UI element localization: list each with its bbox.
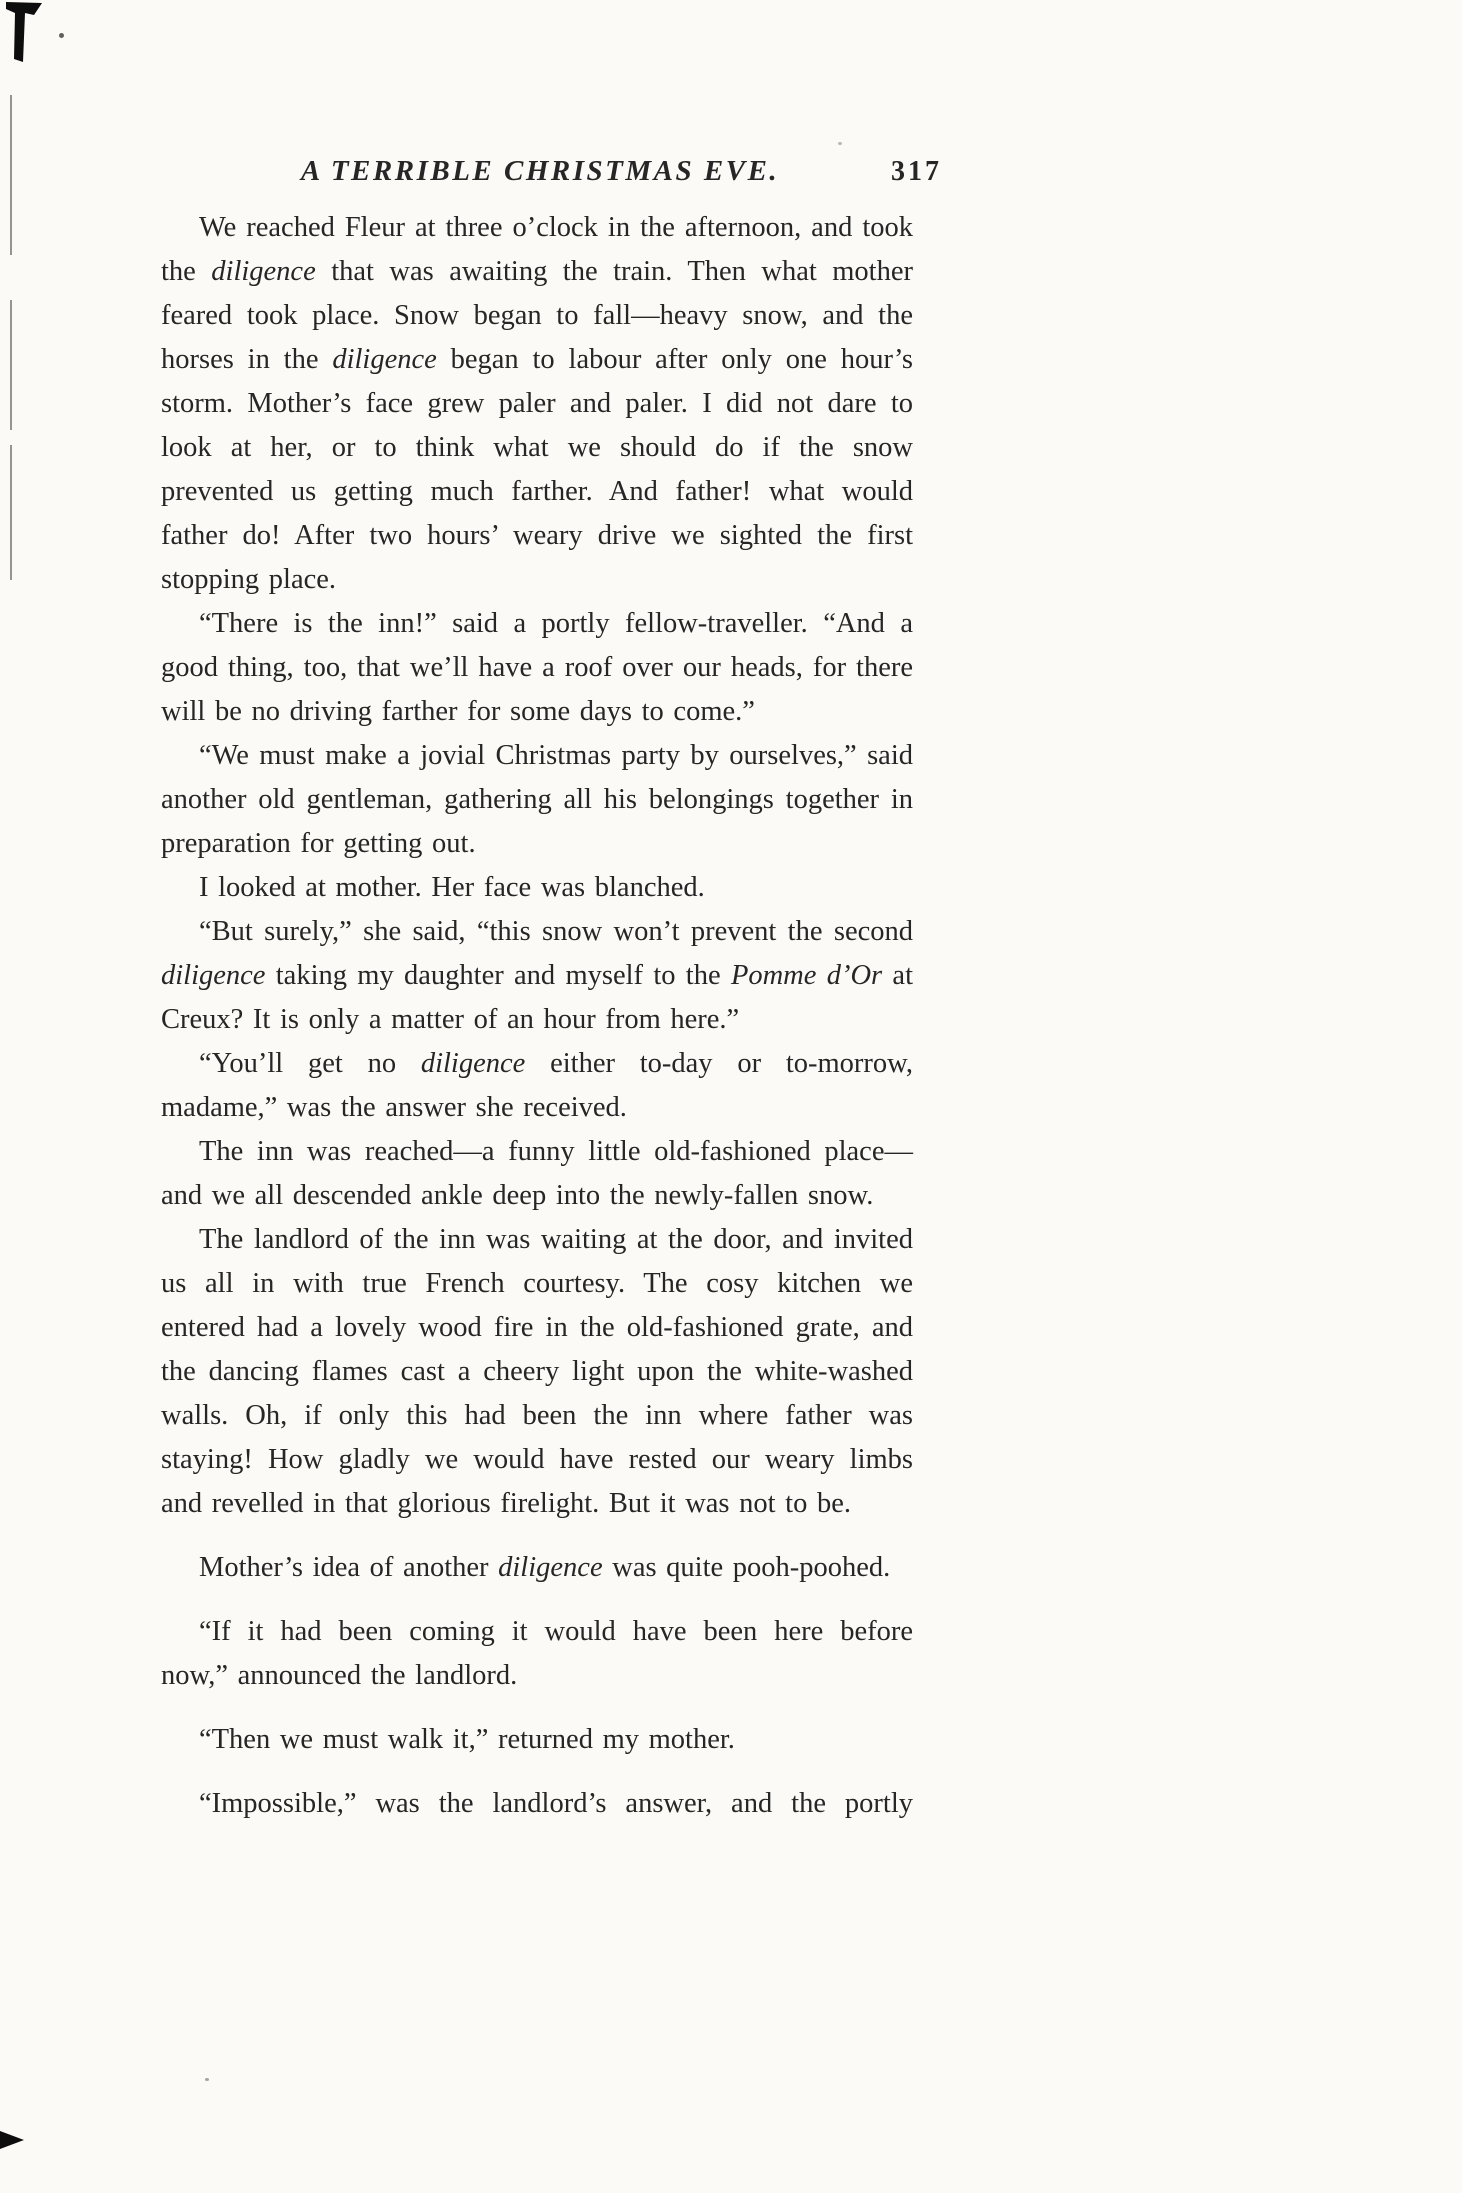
italic-text-run: diligence [161,960,266,991]
text-run: was quite pooh-poohed. [602,1552,891,1583]
paragraph [161,1782,913,1826]
text-run: “But surely,” she said, “this snow won’t prevent the second [199,916,913,947]
paragraph [161,206,913,602]
italic-text-run: diligence [211,256,316,287]
text-run: “You’ll get no [199,1048,421,1079]
paragraph [161,866,913,910]
italic-text-run: Pomme d’Or [730,960,883,991]
paragraph [161,602,913,734]
text-run: The inn was reached—a funny little old-fashioned place—and we all descended ankle deep into the newly-fallen snow. [161,1136,913,1211]
text-run: The landlord of the inn was waiting at the door, and invited us all in with true French courtesy. The cosy kitchen we entered had a lovely wood fire in the old-fashioned grate, and the dancing flames cast a cheery light upon the white-washed walls. Oh, if only this had been the inn where father was staying! How gladly we would have rested our weary limbs and revelled in that glorious firelight. But it was not to be. [161,1224,913,1519]
page-number: 317 [891,156,942,187]
italic-text-run: diligence [498,1552,603,1583]
paragraph [161,1218,913,1526]
paragraph [161,910,913,1042]
text-run: “Impossible,” was the landlord’s answer, and the portly [199,1788,913,1819]
text-run: either to-day or to-morrow, madame,” was the answer she received. [161,1048,913,1123]
text-run: “Then we must walk it,” returned my mother. [199,1724,735,1755]
scan-speck [205,2078,209,2081]
text-run: taking my daughter and myself to the [265,960,731,991]
paragraph [161,1610,913,1698]
scan-speck [838,142,842,145]
paragraph [161,1718,913,1762]
paragraph [161,734,913,866]
chapter-title: A TERRIBLE CHRISTMAS EVE. [300,155,780,187]
paragraph [161,1042,913,1130]
italic-text-run: diligence [420,1048,526,1079]
text-run: “We must make a jovial Christmas party by ourselves,” said another old gentleman, gathering all his belongings together in preparation for getting out. [161,740,913,859]
text-run: Mother’s idea of another [199,1552,499,1583]
italic-text-run: diligence [332,344,437,375]
text-run: at Creux? It is only a matter of an hour from here.” [161,960,913,1035]
scan-artifact-top-left-ink-mark [6,2,50,73]
paragraph [161,1130,913,1218]
paragraph [161,1546,913,1590]
text-run: I looked at mother. Her face was blanched. [199,872,705,903]
page-body [161,206,913,1826]
scan-artifact-edge-line [10,95,12,255]
scan-artifact-edge-line [10,445,12,580]
scan-speck [59,33,64,38]
scan-artifact-bottom-left-wedge [0,2131,24,2149]
ink-blot-shape [6,2,50,68]
text-run: began to labour after only one hour’s storm. Mother’s face grew paler and paler. I did not dare to look at her, or to think what we should do if the snow prevented us getting much farther. And father! what would father do! After two hours’ weary drive we sighted the first stopping place. [161,344,913,595]
text-run: that was awaiting the train. Then what mother feared took place. Snow began to fall—heavy snow, and the horses in the [161,256,913,375]
text-run: We reached Fleur at three o’clock in the afternoon, and took the [161,212,913,287]
scan-artifact-edge-line [10,300,12,430]
text-run: “If it had been coming it would have been here before now,” announced the landlord. [161,1616,913,1691]
running-head [160,155,942,195]
text-run: “There is the inn!” said a portly fellow-traveller. “And a good thing, too, that we’ll have a roof over our heads, for there will be no driving farther for some days to come.” [161,608,913,727]
